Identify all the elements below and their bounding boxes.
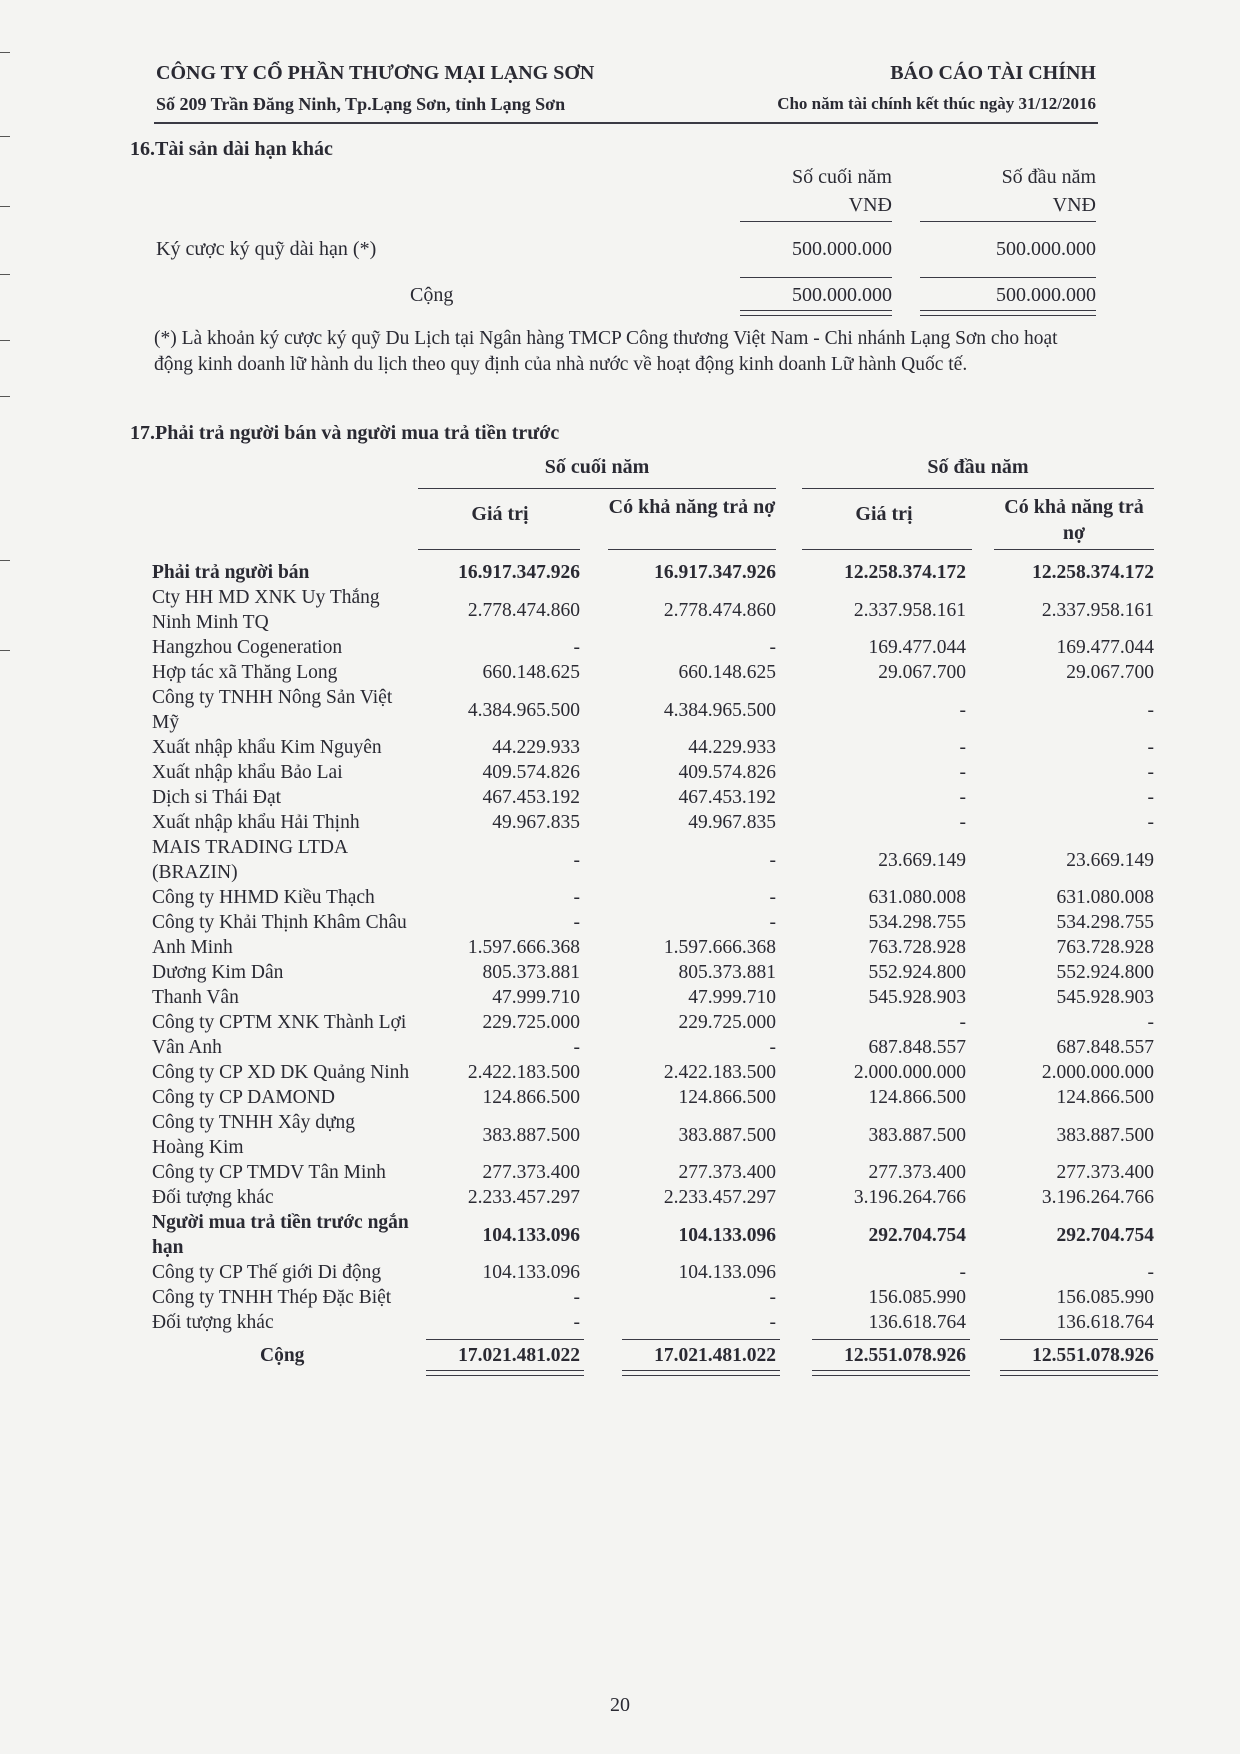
row-label: Công ty CP XD DK Quảng Ninh [152,1062,410,1083]
row-label: Công ty Khải Thịnh Khâm Châu [152,912,407,933]
rule [802,488,1154,489]
value-begin: 29.067.700 [878,662,966,683]
row-label: Hợp tác xã Thăng Long [152,662,338,683]
row-label: MAIS TRADING LTDA (BRAZIN) [152,837,348,883]
value-end: 805.373.881 [482,962,580,983]
table-row [152,735,1154,760]
ability-begin: 136.618.764 [1056,1312,1154,1333]
value-begin: 169.477.044 [868,637,966,658]
table-row [152,560,1154,585]
value-end: - [573,1312,580,1333]
value-end: - [573,1287,580,1308]
double-rule [812,1370,970,1376]
table-row [152,810,1154,835]
company-address: Số 209 Trần Đăng Ninh, Tp.Lạng Sơn, tỉnh Lạng Sơn [156,94,566,114]
rule [740,277,892,278]
row-label: Công ty CP Thế giới Di động [152,1262,382,1283]
ability-begin: 383.887.500 [1056,1124,1154,1146]
report-period: Cho năm tài chính kết thúc ngày 31/12/2016 [777,94,1096,113]
ability-begin: 2.000.000.000 [1041,1062,1154,1083]
value-end: 104.133.096 [482,1262,580,1283]
value-end: 383.887.500 [482,1124,580,1146]
value-begin: 23.669.149 [878,849,966,871]
value-end: 44.229.933 [492,737,580,758]
table-row [152,1010,1154,1035]
group-header-end: Số cuối năm [544,456,650,478]
col-unit-end: VNĐ [848,194,892,216]
footnote: (*) Là khoản ký cược ký quỹ Du Lịch tại Ngân hàng TMCP Công thương Việt Nam - Chi nhánh Lạng Sơn cho hoạt động kinh doanh lữ hành du lịch theo quy định của nhà nước về hoạt động kinh doanh Lữ hành Quốc tế. [154,328,1058,375]
row-label: Dịch si Thái Đạt [152,787,282,808]
ability-end: 1.597.666.368 [663,937,776,958]
ability-begin: 631.080.008 [1056,887,1154,908]
value-end: 124.866.500 [482,1087,580,1108]
ability-end: 409.574.826 [678,762,776,783]
value-end: 229.725.000 [482,1012,580,1033]
margin-mark [0,396,10,397]
ability-begin: 763.728.928 [1056,937,1154,958]
rule [1000,1339,1158,1340]
value-begin: 277.373.400 [868,1162,966,1183]
report-title: BÁO CÁO TÀI CHÍNH [890,62,1096,84]
table-row [152,910,1154,935]
total-value-end: 500.000.000 [792,284,892,306]
value-end: - [573,912,580,933]
ability-begin: - [1147,787,1154,808]
row-label: Công ty CPTM XNK Thành Lợi [152,1012,407,1033]
row-value-end: 500.000.000 [792,238,892,260]
ability-end: - [769,1287,776,1308]
ability-end: 4.384.965.500 [663,699,776,721]
value-end: 2.233.457.297 [467,1187,580,1208]
ability-begin: 23.669.149 [1066,849,1154,871]
rule [920,277,1096,278]
value-end: 4.384.965.500 [467,699,580,721]
col-header-end: Số cuối năm [792,166,892,188]
ability-end: 49.967.835 [688,812,776,833]
group-header-begin: Số đầu năm [927,456,1029,478]
row-label: Xuất nhập khẩu Kim Nguyên [152,737,382,758]
value-end: 16.917.347.926 [458,562,580,583]
ability-begin: 2.337.958.161 [1041,599,1154,621]
section-16-title: 16.Tài sản dài hạn khác [130,138,333,160]
ability-end: - [769,637,776,658]
total-label: Cộng [410,284,454,306]
page-number: 20 [610,1694,630,1716]
table-row [152,760,1154,785]
row-label: Công ty TNHH Nông Sản Việt Mỹ [152,687,393,733]
value-begin: 2.000.000.000 [853,1062,966,1083]
row-label: Công ty TNHH Xây dựng Hoàng Kim [152,1112,356,1158]
col-ability-end: Có khả năng trả nợ [608,496,776,518]
col-value-end: Giá trị [471,503,529,525]
ability-end: 383.887.500 [678,1124,776,1146]
ability-begin: 534.298.755 [1056,912,1154,933]
value-end: 660.148.625 [482,662,580,683]
ability-begin: 156.085.990 [1056,1287,1154,1308]
row-label: Vân Anh [152,1037,222,1058]
value-end: - [573,1037,580,1058]
double-rule [622,1370,780,1376]
value-begin: - [959,737,966,758]
rule [418,488,776,489]
table-row [152,1110,1154,1160]
table-row [152,685,1154,735]
ability-end: 2.233.457.297 [663,1187,776,1208]
row-label: Phải trả người bán [152,562,310,583]
ability-end: 2.778.474.860 [663,599,776,621]
table-row [152,635,1154,660]
value-begin: 383.887.500 [868,1124,966,1146]
value-begin: 124.866.500 [868,1087,966,1108]
table-row [152,835,1154,885]
ability-begin: 552.924.800 [1056,962,1154,983]
margin-mark [0,650,10,651]
table-row [152,985,1154,1010]
value-begin: - [959,787,966,808]
double-rule [1000,1370,1158,1376]
table-row [152,1260,1154,1285]
value-begin: - [959,1012,966,1033]
table-row [152,935,1154,960]
margin-mark [0,206,10,207]
row-label: Ký cược ký quỹ dài hạn (*) [156,238,377,260]
ability-begin: 687.848.557 [1056,1037,1154,1058]
row-label: Đối tượng khác [152,1187,274,1208]
margin-mark [0,136,10,137]
ability-end: 277.373.400 [678,1162,776,1183]
ability-end: 124.866.500 [678,1087,776,1108]
rule [608,549,776,550]
table-row [152,885,1154,910]
ability-begin: - [1147,1262,1154,1283]
ability-end: - [769,1037,776,1058]
margin-mark [0,340,10,341]
payables-table-body [152,560,1154,1368]
row-label: Anh Minh [152,937,233,958]
ability-end: 229.725.000 [678,1012,776,1033]
margin-mark [0,52,10,53]
value-end: 17.021.481.022 [458,1345,580,1366]
value-begin: 12.258.374.172 [844,562,966,583]
margin-mark [0,560,10,561]
ability-end: - [769,849,776,871]
company-name: CÔNG TY CỔ PHẦN THƯƠNG MẠI LẠNG SƠN [156,62,595,84]
ability-end: 104.133.096 [678,1262,776,1283]
row-label: Công ty HHMD Kiều Thạch [152,887,375,908]
ability-end: 104.133.096 [678,1224,776,1246]
value-end: 49.967.835 [492,812,580,833]
ability-begin: 12.551.078.926 [1032,1345,1154,1366]
table-row [152,1310,1154,1335]
rule [622,1339,780,1340]
row-label: Công ty TNHH Thép Đặc Biệt [152,1287,392,1308]
value-begin: 3.196.264.766 [853,1187,966,1208]
ability-end: 805.373.881 [678,962,776,983]
ability-end: 660.148.625 [678,662,776,683]
value-end: 104.133.096 [482,1224,580,1246]
section-17-title: 17.Phải trả người bán và người mua trả tiền trước [130,422,560,444]
value-end: 409.574.826 [482,762,580,783]
row-label: Cộng [260,1345,305,1366]
row-label: Thanh Vân [152,987,239,1008]
value-begin: 12.551.078.926 [844,1345,966,1366]
total-value-begin: 500.000.000 [996,284,1096,306]
col-unit-begin: VNĐ [1052,194,1096,216]
rule [426,1339,584,1340]
ability-begin: 545.928.903 [1056,987,1154,1008]
rule [740,221,892,222]
value-begin: 545.928.903 [868,987,966,1008]
col-value-begin: Giá trị [855,503,913,525]
table-row [152,1285,1154,1310]
value-begin: 687.848.557 [868,1037,966,1058]
table-row [152,1185,1154,1210]
row-label: Công ty CP DAMOND [152,1087,335,1108]
ability-begin: 277.373.400 [1056,1162,1154,1183]
value-begin: 2.337.958.161 [853,599,966,621]
ability-begin: - [1147,1012,1154,1033]
value-end: - [573,849,580,871]
row-label: Xuất nhập khẩu Bảo Lai [152,762,343,783]
ability-end: - [769,912,776,933]
value-end: 467.453.192 [482,787,580,808]
ability-end: - [769,887,776,908]
ability-begin: - [1147,699,1154,721]
rule [812,1339,970,1340]
ability-end: 47.999.710 [688,987,776,1008]
payables-table [152,560,1154,1368]
ability-begin: 169.477.044 [1056,637,1154,658]
table-row [152,785,1154,810]
row-label: Dương Kim Dân [152,962,284,983]
ability-end: 44.229.933 [688,737,776,758]
ability-end: 16.917.347.926 [654,562,776,583]
row-label: Cty HH MD XNK Uy Thắng Ninh Minh TQ [152,587,380,633]
table-row [152,1035,1154,1060]
table-row [152,585,1154,635]
margin-mark [0,274,10,275]
value-end: 2.778.474.860 [467,599,580,621]
value-begin: - [959,699,966,721]
ability-begin: 3.196.264.766 [1041,1187,1154,1208]
rule [994,549,1154,550]
ability-begin: - [1147,762,1154,783]
ability-end: - [769,1312,776,1333]
double-rule [740,310,892,316]
double-rule [920,310,1096,316]
value-begin: 156.085.990 [868,1287,966,1308]
value-begin: 631.080.008 [868,887,966,908]
value-end: - [573,887,580,908]
value-begin: - [959,1262,966,1283]
ability-begin: 124.866.500 [1056,1087,1154,1108]
col-header-begin: Số đầu năm [1001,166,1096,188]
value-begin: 534.298.755 [868,912,966,933]
row-value-begin: 500.000.000 [996,238,1096,260]
value-begin: 552.924.800 [868,962,966,983]
ability-begin: 292.704.754 [1056,1224,1154,1246]
ability-end: 17.021.481.022 [654,1345,776,1366]
ability-begin: 29.067.700 [1066,662,1154,683]
value-end: - [573,637,580,658]
rule [418,549,580,550]
row-label: Xuất nhập khẩu Hải Thịnh [152,812,360,833]
value-begin: - [959,812,966,833]
ability-begin: - [1147,812,1154,833]
row-label: Công ty CP TMDV Tân Minh [152,1162,386,1183]
ability-end: 467.453.192 [678,787,776,808]
header-divider [154,122,1098,124]
table-row [152,1060,1154,1085]
value-begin: 136.618.764 [868,1312,966,1333]
value-begin: 763.728.928 [868,937,966,958]
value-begin: - [959,762,966,783]
row-label: Người mua trả tiền trước ngắn hạn [152,1212,409,1258]
rule [920,221,1096,222]
ability-begin: - [1147,737,1154,758]
ability-end: 2.422.183.500 [663,1062,776,1083]
value-end: 1.597.666.368 [467,937,580,958]
value-end: 2.422.183.500 [467,1062,580,1083]
ability-begin: 12.258.374.172 [1032,562,1154,583]
table-row [152,1160,1154,1185]
value-end: 47.999.710 [492,987,580,1008]
table-row [152,1085,1154,1110]
rule [802,549,972,550]
value-begin: 292.704.754 [868,1224,966,1246]
value-end: 277.373.400 [482,1162,580,1183]
col-ability-begin: Có khả năng trả nợ [1004,496,1144,544]
double-rule [426,1370,584,1376]
table-row [152,660,1154,685]
row-label: Đối tượng khác [152,1312,274,1333]
row-label: Hangzhou Cogeneration [152,637,343,658]
table-row [152,960,1154,985]
table-row [152,1210,1154,1260]
